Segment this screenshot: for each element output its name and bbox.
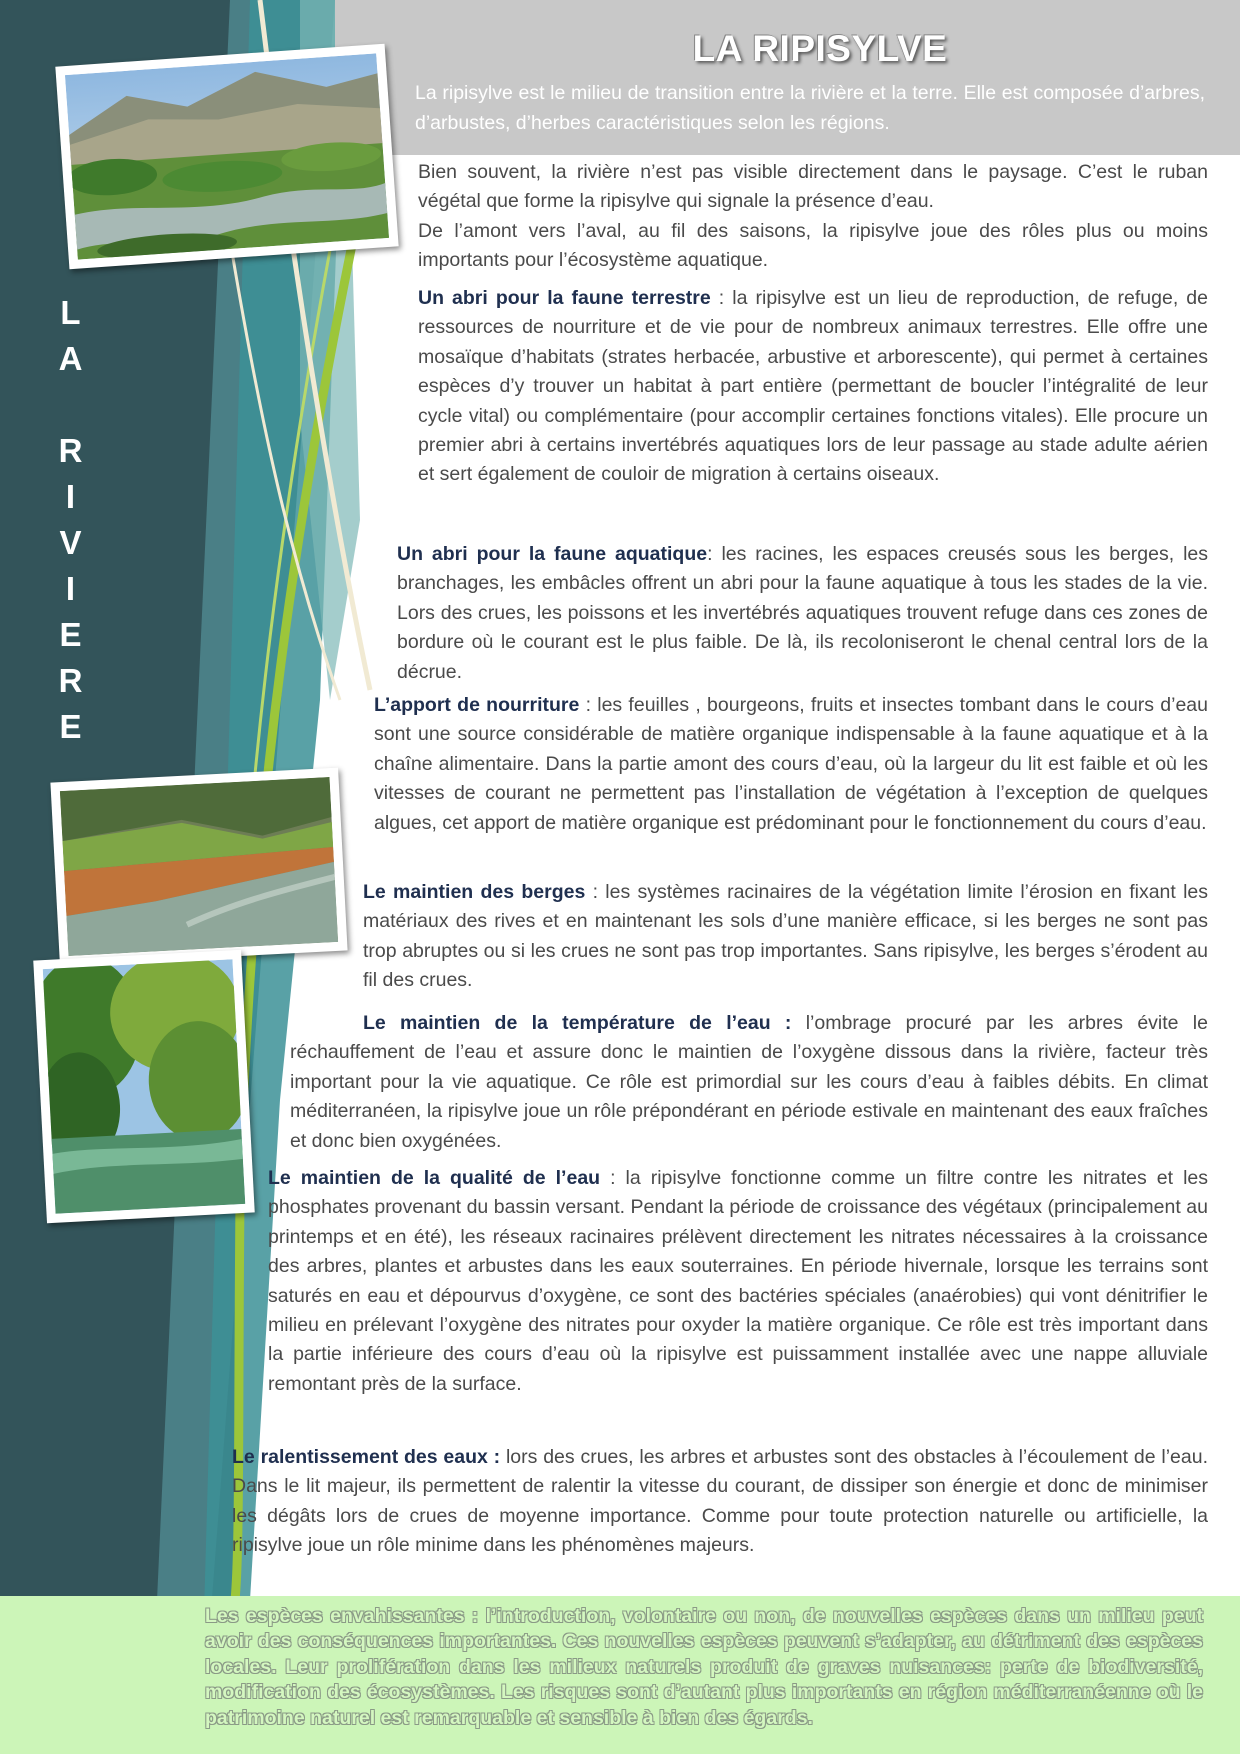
intro-text: La ripisylve est le milieu de transition entre la rivière et la terre. Elle est composée d’arbres, d’arbustes, d’herbes caractéristiques selon les régions. <box>415 82 1205 134</box>
side-letter: V <box>59 524 82 561</box>
section-heading: Le maintien de la qualité de l’eau <box>268 1167 601 1189</box>
paragraph-ralentissement: Le ralentissement des eaux : lors des crues, les arbres et arbustes sont des obstacles à l’écoulement de l’eau. Dans le lit majeur, ils permettent de ralentir la vitesse du courant, de dissiper son énergie et donc de minimiser les dégâts lors de crues de moyenne importance. Comme pour toute protection naturelle ou artificielle, la ripisylve joue un rôle minime dans les phénomènes majeurs. <box>232 1446 1208 1557</box>
side-letter: E <box>59 708 82 745</box>
side-letter: A <box>58 340 83 377</box>
page-title: LA RIPISYLVE <box>692 28 948 69</box>
section-heading: Le ralentissement des eaux : <box>232 1446 501 1468</box>
river-valley-photo <box>55 44 398 270</box>
side-letter: I <box>65 478 76 515</box>
paragraph-berges: Le maintien des berges : les systèmes racinaires de la végétation limite l’érosion en fixant les matériaux des rives et en maintenant les sols d’une manière efficace, si les berges ne sont pas trop abruptes ou si les crues ne sont pas trop importantes. Sans ripisylve, les berges s’érodent au fil des crues. <box>363 881 1208 992</box>
side-letter: R <box>58 432 83 469</box>
side-letter: L <box>60 294 81 331</box>
section-heading: Le maintien des berges <box>363 881 586 903</box>
vertical-side-title <box>48 290 93 750</box>
side-letter: R <box>58 662 83 699</box>
section-heading: Un abri pour la faune aquatique <box>397 543 708 565</box>
eroded-bank-photo <box>50 768 347 966</box>
side-letter: I <box>65 570 76 607</box>
side-letter: E <box>59 616 82 653</box>
section-heading: Un abri pour la faune terrestre <box>418 287 711 309</box>
section-heading: L’apport de nourriture <box>374 694 580 716</box>
paragraph-intro: Bien souvent, la rivière n’est pas visible directement dans le paysage. C’est le ruban végétal que forme la ripisylve qui signale la présence d’eau. De l’amont vers l’aval, au fil des saisons, la ripisylve joue des rôles plus ou moins importants pour l’écosystème aquatique. <box>418 161 1208 272</box>
side-letter-spacer <box>48 382 93 428</box>
section-heading: Les espèces envahissantes : <box>205 1605 479 1627</box>
paragraph-temperature: Le maintien de la température de l’eau : l’ombrage procuré par les arbres évite le réchauffement de l’eau et assure donc le maintien de l’oxygène dissous dans la rivière, facteur très important pour la vie aquatique. Ce rôle est primordial sur les cours d’eau à faibles débits. En climat méditerranéen, la ripisylve joue un rôle prépondérant en période estivale en maintenant des eaux fraîches et donc bien oxygénées. <box>290 1012 1208 1152</box>
section-heading: Le maintien de la température de l’eau : <box>363 1012 792 1034</box>
paragraph-faune-aquatique: Un abri pour la faune aquatique: les racines, les espaces creusés sous les berges, les branchages, les embâcles offrent un abri pour la faune aquatique à tous les stades de la vie. Lors des crues, les poissons et les invertébrés aquatiques trouvent refuge dans ces zones de bordure où le courant est le plus faible. De là, ils recoloniseront le chenal central lors de la décrue. <box>397 543 1208 683</box>
paragraph-faune-terrestre: Un abri pour la faune terrestre : la ripisylve est un lieu de reproduction, de refuge, de ressources de nourriture et de vie pour de nombreux animaux terrestres. Elle offre une mosaïque d’habitats (strates herbacée, arbustive et arborescente), qui permet à certaines espèces d’y trouver un habitat à part entière (permettant de boucler l’intégralité de leur cycle vital) ou complémentaire (pour accomplir certaines fonctions vitales). Elle procure un premier abri à certains invertébrés aquatiques lors de leur passage au stade adulte aérien et sert également de couloir de migration à certains oiseaux. <box>418 287 1208 486</box>
paragraph-especes-envahissantes: Les espèces envahissantes : l’introduction, volontaire ou non, de nouvelles espèces dans un milieu peut avoir des conséquences importantes. Ces nouvelles espèces peuvent s’adapter, au détriment des espèces locales. Leur prolifération dans les milieux naturels produit de graves nuisances: perte de biodiversité, modification des écosystèmes. Les risques sont d’autant plus importants en région méditerranéenne où le patrimoine naturel est remarquable et sensible à bien des égards. <box>205 1605 1203 1729</box>
riverside-forest-photo <box>33 950 254 1224</box>
paragraph-nourriture: L’apport de nourriture : les feuilles , bourgeons, fruits et insectes tombant dans le cours d’eau sont une source considérable de matière organique indispensable à la faune aquatique et à la chaîne alimentaire. Dans la partie amont des cours d’eau, où la largeur du lit est faible et où les vitesses de courant ne permettent pas l’installation de végétation à l’exception de quelques algues, cet apport de matière organique est prédominant pour le fonctionnement du cours d’eau. <box>374 694 1208 834</box>
paragraph-qualite: Le maintien de la qualité de l’eau : la ripisylve fonctionne comme un filtre contre les nitrates et les phosphates provenant du bassin versant. Pendant la période de croissance des végétaux (principalement au printemps et en été), les réseaux racinaires prélèvent directement les nitrates nécessaires à la croissance des arbres, plantes et arbustes dans les eaux souterraines. En période hivernale, lorsque les terrains sont saturés en eau et dépourvus d’oxygène, ce sont des bactéries spéciales (anaérobies) qui vont dénitrifier le milieu en prélevant l’oxygène des nitrates pour oxyder la matière organique. Ce rôle est très important dans la partie inférieure des cours d’eau où la ripisylve est puissamment installée avec une nappe alluviale remontant près de la surface. <box>268 1167 1209 1395</box>
